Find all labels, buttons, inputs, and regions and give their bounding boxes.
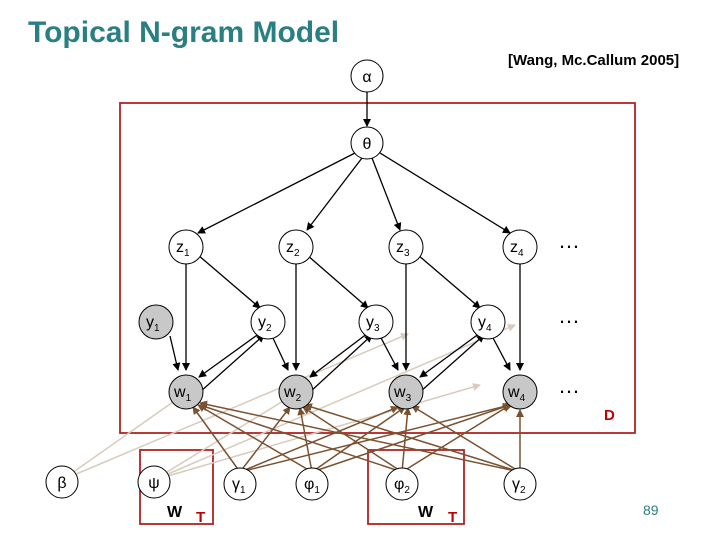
z2-node	[279, 230, 313, 264]
svg-text:φ2: $\varphi_2$	[394, 476, 410, 496]
y3-node	[359, 305, 393, 339]
w2-node	[279, 375, 313, 409]
z1-node	[169, 230, 203, 264]
svg-text:ψ: ψ	[148, 475, 160, 492]
right-plate-t-label: T	[448, 509, 458, 526]
svg-text:w3: $w_3$	[394, 384, 412, 404]
svg-text:w2: $w_2$	[284, 384, 302, 404]
slide-number: 89	[643, 502, 659, 518]
y2-node	[251, 305, 285, 339]
phi1-node	[296, 468, 328, 500]
alpha-node	[351, 60, 383, 92]
svg-text:y1: $y_1$	[146, 314, 160, 334]
left-plate-t-label: T	[196, 509, 206, 526]
svg-text:α: α	[362, 69, 372, 86]
citation: [Wang, Mc.Callum 2005]	[508, 52, 680, 69]
z-ellipsis: …	[558, 228, 580, 253]
z3-node	[389, 230, 423, 264]
gamma1-node	[224, 468, 256, 500]
svg-text:β: β	[57, 475, 67, 492]
gamma2-node	[504, 468, 536, 500]
document-plate-label: D	[604, 407, 615, 424]
slide-title: Topical N-gram Model	[28, 16, 340, 49]
svg-text:θ: θ	[362, 136, 372, 153]
svg-text:w4: $w_4$	[508, 384, 526, 404]
model-edges	[170, 90, 520, 392]
phi2-node	[386, 468, 418, 500]
beta-node	[46, 466, 78, 498]
right-plate-w-label: W	[418, 504, 434, 521]
svg-text:z1: $z_1$	[176, 239, 190, 259]
svg-text:y4: $y_4$	[478, 314, 492, 334]
svg-text:z3: $z_3$	[396, 239, 410, 259]
svg-text:y2: $y_2$	[258, 314, 272, 334]
svg-text:w1: $w_1$	[174, 384, 192, 404]
w-ellipsis: …	[558, 373, 580, 398]
left-plate-w-label: W	[167, 504, 183, 521]
y-ellipsis: …	[558, 303, 580, 328]
topic-edges	[193, 403, 520, 472]
w1-node	[169, 375, 203, 409]
svg-text:γ2: $\gamma_2$	[512, 476, 526, 496]
y1-node	[139, 305, 173, 339]
svg-text:z2: $z_2$	[286, 239, 300, 259]
svg-text:φ1: $\varphi_1$	[304, 476, 320, 496]
y4-node	[471, 305, 505, 339]
svg-text:z4: $z_4$	[510, 239, 524, 259]
w3-node	[389, 375, 423, 409]
theta-node	[351, 127, 383, 159]
svg-text:y3: $y_3$	[366, 314, 380, 334]
psi-node	[138, 466, 170, 498]
z4-node	[503, 230, 537, 264]
svg-text:γ1: $\gamma_1$	[232, 476, 246, 496]
w4-node	[503, 375, 537, 409]
